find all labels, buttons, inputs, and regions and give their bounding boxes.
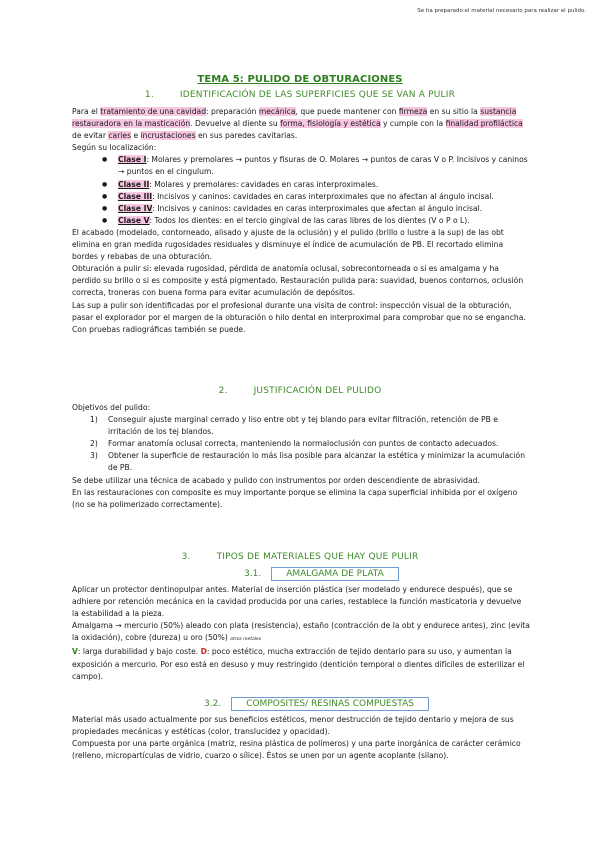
section-title: IDENTIFICACIÓN DE LAS SUPERFICIES QUE SE VAN A PULIR: [179, 90, 456, 100]
paragraph-amalgama-intro: Aplicar un protector dentinopulpar antes. Material de inserción plástica (ser modelado y endurece después), que se adhiere por retención mecánica en la cavidad producida por una caries, restablece la función masticatoria y devuelve la estabilidad a la pieza.: [72, 585, 522, 619]
list-item: ● Clase II: Molares y premolares: cavidades en caras interproximales.: [102, 179, 530, 191]
list-item: ● Clase IV: Incisivos y caninos: cavidades en caras interproximales que afectan al ángulo incisal.: [102, 203, 530, 215]
section-2-heading: [0, 386, 600, 396]
section-number: 2.: [218, 386, 228, 396]
subsection-number: 3.1.: [244, 569, 262, 579]
list-item: ● Clase III: Incisivos y caninos: cavidades en caras interproximales que no afectan al ángulo incisal.: [102, 191, 530, 203]
paragraph-tecnica: Se debe utilizar una técnica de acabado y pulido con instrumentos por orden descendiente de abrasividad.: [72, 475, 480, 485]
list-item: 2) Formar anatomía oclusal correcta, manteniendo la normaloclusión con puntos de contacto adecuados.: [90, 439, 499, 449]
section-title: JUSTIFICACIÓN DEL PULIDO: [253, 386, 382, 396]
section-1-heading: [0, 90, 600, 100]
section-number: 3.: [181, 552, 191, 562]
localization-label: Según su localización:: [72, 143, 157, 153]
section-title: TIPOS DE MATERIALES QUE HAY QUE PULIR: [216, 552, 419, 562]
subsection-3-1-heading: [244, 569, 399, 579]
subsection-title: COMPOSITES/ RESINAS COMPUESTAS: [231, 697, 429, 711]
section-3-heading: [0, 552, 600, 562]
section-1-body: [72, 106, 530, 336]
paragraph-identificacion: Las sup a pulir son identificadas por el profesional durante una visita de control: inspección visual de la obturación, pasar el explorador por el margen de la obturación o hilo dental en interproximal para comprobar que no se engancha. Con pruebas radiográficas también se puede.: [72, 300, 526, 334]
paragraph-composite: En las restauraciones con composite es muy importante porque se elimina la capa superficial inhibida por el oxígeno (no se ha polimerizado correctamente).: [72, 487, 518, 509]
subsection-title: AMALGAMA DE PLATA: [271, 567, 399, 581]
paragraph-obturacion: Obturación a pulir si: elevada rugosidad, pérdida de anatomía oclusal, sobrecontorneada o si es amalgama y ha perdido su brillo o si es composite y está pigmentado. Restauración pulida para: suavidad, buenos contornos, oclusión correcta, troneras con buena forma para evitar acumulación de depósitos.: [72, 264, 524, 298]
paragraph-acabado: El acabado (modelado, contorneado, alisado y ajuste de la oclusión) y el pulido (brillo o lustre a la sup) de las obt elimina en gran medida rugosidades residuales y disminuye el índice de acumulación de PB. El recortado elimina bordes y rebabas de una obturación.: [72, 227, 504, 262]
list-item: ● Clase V: Todos los dientes: en el tercio gingival de las caras libres de los dientes (V o P o L).: [102, 215, 530, 227]
list-item: 1) Conseguir ajuste marginal cerrado y liso entre obt y tej blando para evitar filtración, retención de PB e irritación de los tej blandos.: [90, 415, 498, 437]
paragraph-composites-composition: Compuesta por una parte orgánica (matriz, resina plástica de polímeros) y una parte inorgánica de carácter cerámico (relleno, micropartículas de vidrio, cuarzo o sílice). Éstos se unen por un agente acoplante (silano).: [72, 739, 521, 761]
list-item: ● Clase I: Molares y premolares → puntos y fisuras de O. Molares → puntos de caras V o P. Incisivos y caninos → puntos en el cingulum.: [102, 154, 530, 178]
paragraph-composites-intro: Material más usado actualmente por sus beneficios estéticos, menor destrucción de tejido dentario y mejora de sus propiedades mecánicas y estéticas (color, translucidez y opacidad).: [72, 715, 514, 737]
section-2-body: [72, 402, 530, 511]
subsection-number: 3.2.: [204, 699, 222, 709]
paragraph-amalgama-vd: V: larga durabilidad y bajo coste. D: poco estético, mucha extracción de tejido dentario para su uso, y aumentan la exposición a mercurio. Por eso está en desuso y muy restringido (dentición temporal o dientes difíciles de esterilizar el campo).: [72, 647, 525, 681]
subsection-3-2-heading: [204, 699, 429, 709]
paragraph-intro: Para el tratamiento de una cavidad: preparación mecánica, que puede mantener con firmeza en su sitio la sustancia restauradora en la masticación. Devuelve al diente su forma, fisiología y estética y cumple con la finalidad profiláctica de evitar caries e incrustaciones en sus paredes cavitarias.: [72, 107, 523, 141]
section-3-2-body: [72, 714, 530, 762]
paragraph-amalgama-composition: Amalgama → mercurio (50%) aleado con plata (resistencia), estaño (contracción de la obt y endurece antes), zinc (evita la oxidación), cobre (dureza) u oro (50%) otros metales: [72, 621, 530, 643]
header-note: Se ha preparado el material necesario para realizar el pulido.: [417, 8, 586, 14]
clases-list: [102, 154, 530, 227]
section-number: 1.: [144, 90, 154, 100]
objectives-label: Objetivos del pulido:: [72, 403, 151, 412]
objectives-list: [90, 414, 530, 474]
section-3-1-body: [72, 584, 530, 683]
list-item: 3) Obtener la superficie de restauración lo más lisa posible para alcanzar la estética y minimizar la acumulación de PB.: [90, 451, 526, 473]
page-title: TEMA 5: PULIDO DE OBTURACIONES: [197, 74, 403, 85]
